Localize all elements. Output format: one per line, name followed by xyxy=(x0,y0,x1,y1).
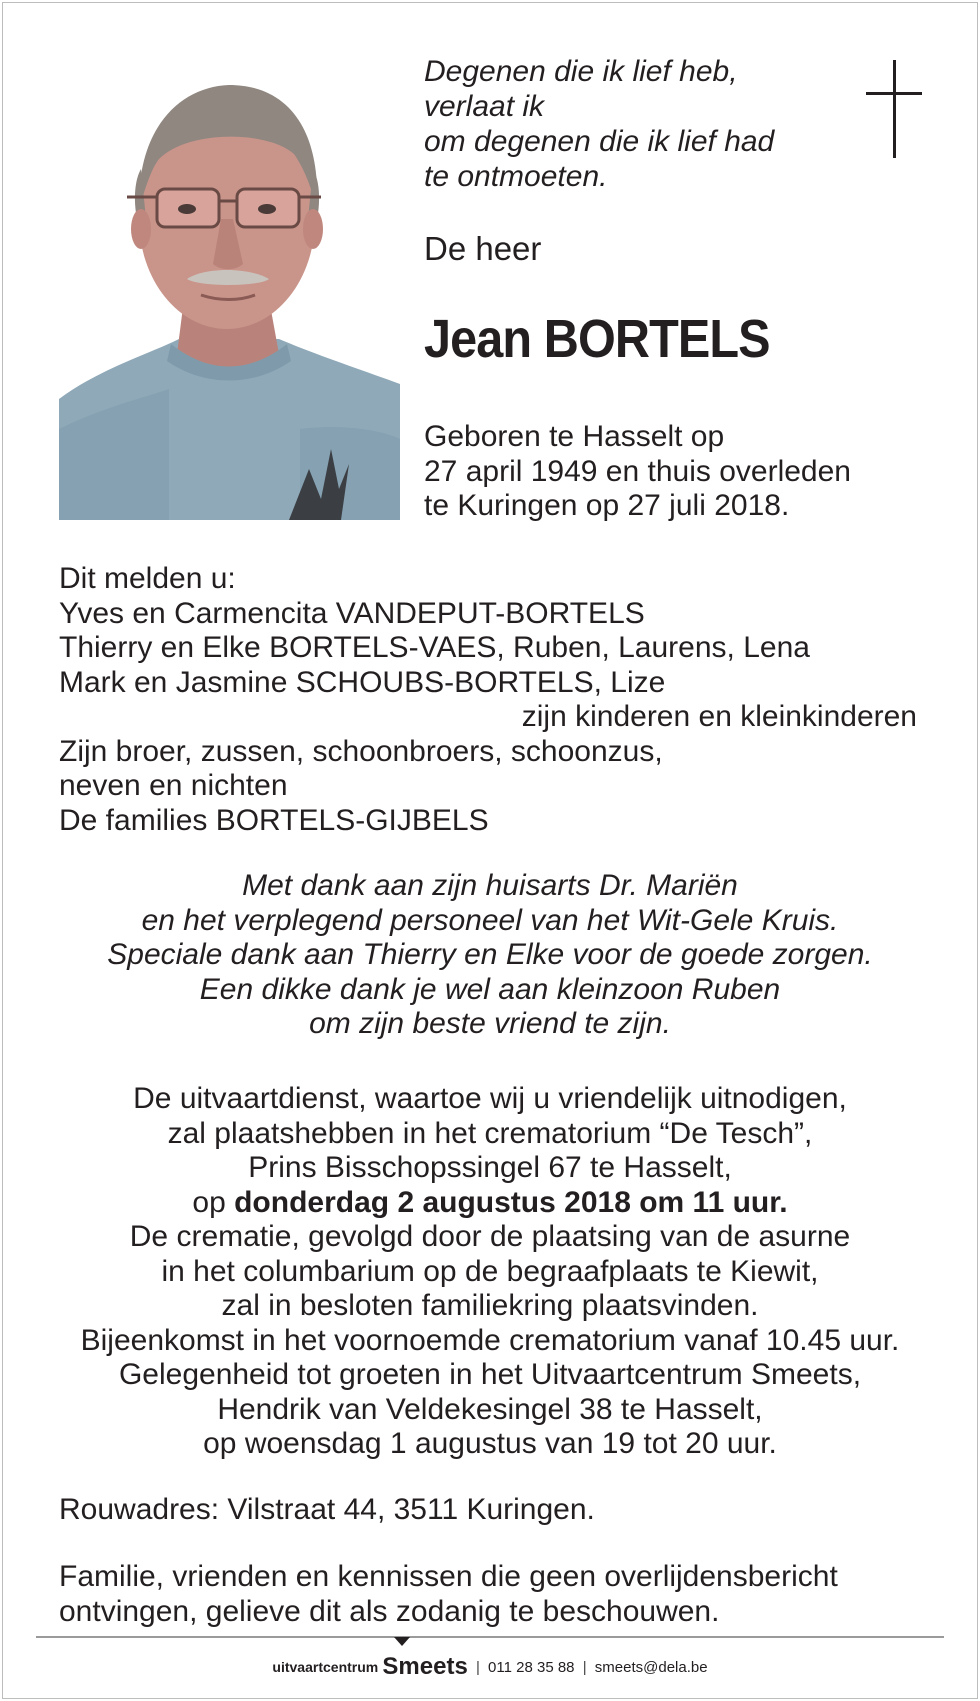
honorific: De heer xyxy=(424,230,542,267)
service-line: Hendrik van Veldekesingel 38 te Hasselt, xyxy=(217,1392,763,1426)
birth-death-info xyxy=(424,420,851,524)
triangle-marker-icon xyxy=(394,1637,410,1646)
footer-email[interactable]: smeets@dela.be xyxy=(594,1659,708,1676)
family-line: De families BORTELS-GIJBELS xyxy=(59,803,489,837)
service-line: op woensdag 1 augustus van 19 tot 20 uur. xyxy=(203,1427,777,1460)
announce-intro: Dit melden u: xyxy=(59,562,236,595)
thanks-line: Met dank aan zijn huisarts Dr. Mariën xyxy=(242,869,738,902)
footer-divider xyxy=(36,1636,944,1638)
service-details xyxy=(40,1082,940,1462)
service-line: Gelegenheid tot groeten in het Uitvaartcentrum Smeets, xyxy=(118,1358,862,1391)
service-date: donderdag 2 augustus 2018 om 11 uur. xyxy=(234,1185,788,1219)
service-date-prefix: op xyxy=(192,1185,226,1219)
motto xyxy=(424,54,844,194)
family-line: neven en nichten xyxy=(59,769,288,802)
footer xyxy=(0,1653,980,1681)
family-line: Thierry en Elke BORTELS-VAES, Ruben, Laurens, Lena xyxy=(59,631,810,664)
family-announcement xyxy=(59,562,929,838)
footer-phone[interactable]: 011 28 35 88 xyxy=(488,1659,575,1676)
closing-line: ontvingen, gelieve dit als zodanig te beschouwen. xyxy=(59,1594,720,1628)
portrait-photo xyxy=(59,69,400,520)
service-line: Prins Bisschopssingel 67 te Hasselt, xyxy=(248,1151,732,1184)
footer-brand-prefix: uitvaartcentrum xyxy=(272,1659,379,1675)
family-role: zijn kinderen en kleinkinderen xyxy=(521,700,917,733)
birth-line: te Kuringen op 27 juli 2018. xyxy=(424,489,790,522)
thanks-line: Speciale dank aan Thierry en Elke voor de goede zorgen. xyxy=(107,938,873,971)
service-line: Bijeenkomst in het voornoemde crematorium vanaf 10.45 uur. xyxy=(80,1323,900,1357)
thanks-line: Een dikke dank je wel aan kleinzoon Ruben xyxy=(199,972,781,1006)
thanks-section xyxy=(40,869,940,1042)
service-line: in het columbarium op de begraafplaats te Kiewit, xyxy=(161,1254,819,1288)
birth-line: 27 april 1949 en thuis overleden xyxy=(424,454,851,488)
deceased-name: Jean BORTELS xyxy=(424,309,770,369)
family-line: Mark en Jasmine SCHOUBS-BORTELS, Lize xyxy=(59,665,666,699)
thanks-line: en het verplegend personeel van het Wit-Gele Kruis. xyxy=(141,903,839,937)
motto-line: te ontmoeten. xyxy=(424,160,608,193)
footer-separator: | xyxy=(582,1659,587,1676)
motto-line: verlaat ik xyxy=(424,90,545,123)
service-line: De crematie, gevolgd door de plaatsing van de asurne xyxy=(129,1220,851,1253)
service-line: zal plaatshebben in het crematorium “De Tesch”, xyxy=(167,1116,813,1150)
birth-line: Geboren te Hasselt op xyxy=(424,420,725,453)
footer-brand-name: Smeets xyxy=(382,1653,468,1680)
footer-separator: | xyxy=(475,1659,480,1676)
cross-icon xyxy=(864,60,924,160)
service-line: De uitvaartdienst, waartoe wij u vriendelijk uitnodigen, xyxy=(133,1082,847,1115)
service-line: zal in besloten familiekring plaatsvinden. xyxy=(221,1289,759,1322)
thanks-line: om zijn beste vriend te zijn. xyxy=(309,1007,671,1040)
closing-line: Familie, vrienden en kennissen die geen overlijdensbericht xyxy=(59,1560,838,1593)
family-line: Yves en Carmencita VANDEPUT-BORTELS xyxy=(59,596,645,630)
family-line: Zijn broer, zussen, schoonbroers, schoonzus, xyxy=(59,734,663,768)
motto-line: Degenen die ik lief heb, xyxy=(424,55,738,88)
mourning-address: Rouwadres: Vilstraat 44, 3511 Kuringen. xyxy=(59,1493,595,1526)
closing-note xyxy=(59,1560,838,1629)
service-date-line xyxy=(40,1186,940,1221)
motto-line: om degenen die ik lief had xyxy=(424,125,775,158)
